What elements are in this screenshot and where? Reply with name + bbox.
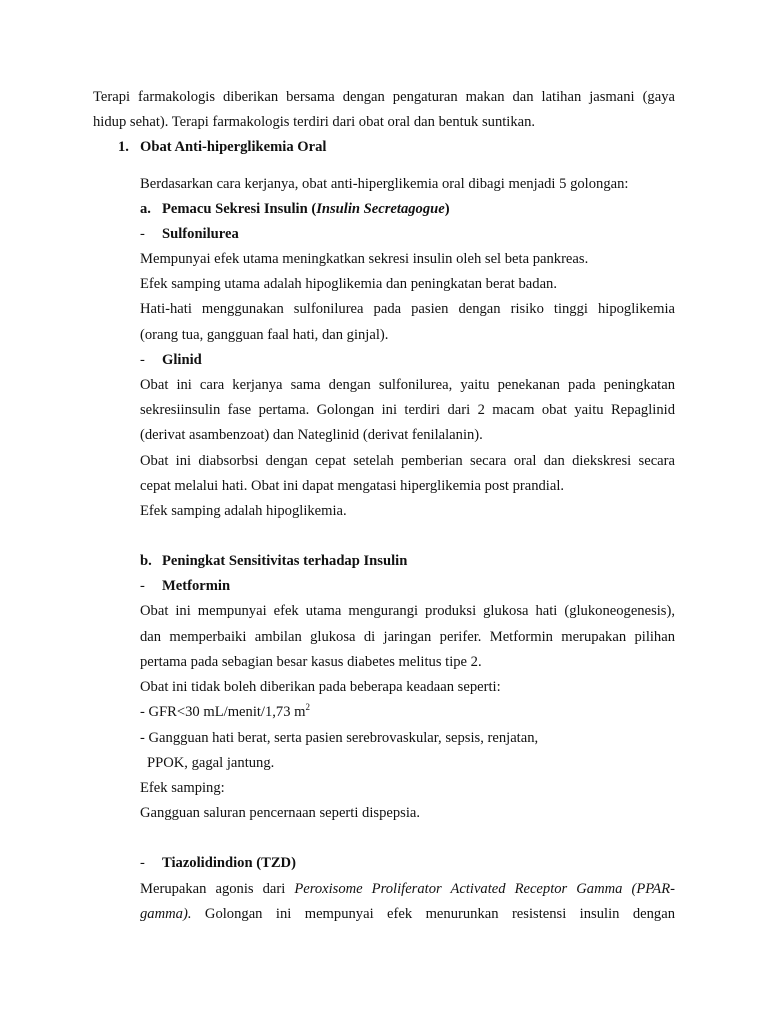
sub-b-letter: b. — [140, 553, 152, 569]
metformin-contraindication-2-line-1: - Gangguan hati berat, serta pasien serebrovaskular, sepsis, renjatan, — [140, 730, 539, 746]
metformin-heading: Metformin — [162, 578, 231, 594]
glinid-p1-line-1: Obat ini cara kerjanya sama dengan sulfonilurea, yaitu penekanan pada peningkatan — [140, 377, 675, 393]
sulfonilurea-p3-line-1: Hati-hati menggunakan sulfonilurea pada pasien dengan risiko tinggi hipoglikemia — [140, 301, 675, 317]
glinid-p1-line-2: sekresiinsulin fase pertama. Golongan ini terdiri dari 2 macam obat yaitu Repaglinid — [140, 402, 675, 418]
glinid-p1-line-3: (derivat asambenzoat) dan Nateglinid (derivat fenilalanin). — [140, 427, 483, 443]
sulfonilurea-heading: Sulfonilurea — [162, 226, 239, 242]
sub-a-letter: a. — [140, 201, 151, 217]
tzd-p1-line-2: gamma). Golongan ini mempunyai efek menurunkan resistensi insulin dengan — [140, 906, 675, 922]
metformin-p1-line-2: dan memperbaiki ambilan glukosa di jaringan perifer. Metformin merupakan pilihan — [140, 629, 675, 645]
sub-b-title: Peningkat Sensitivitas terhadap Insulin — [162, 553, 408, 569]
metformin-side-effect-label: Efek samping: — [140, 780, 225, 796]
glinid-dash: - — [140, 352, 145, 368]
tzd-dash: - — [140, 855, 145, 871]
metformin-p2: Obat ini tidak boleh diberikan pada beberapa keadaan seperti: — [140, 679, 501, 695]
sub-a-title: Pemacu Sekresi Insulin (Insulin Secretagogue) — [162, 201, 450, 217]
glinid-heading: Glinid — [162, 352, 202, 368]
tzd-heading: Tiazolidindion (TZD) — [162, 855, 296, 871]
section-1-number: 1. — [118, 139, 129, 155]
metformin-contraindication-1: - GFR<30 mL/menit/1,73 $m^2$ — [140, 702, 311, 720]
metformin-contraindication-2-line-2: PPOK, gagal jantung. — [147, 755, 275, 771]
sulfonilurea-dash: - — [140, 226, 145, 242]
section-1-intro: Berdasarkan cara kerjanya, obat anti-hiperglikemia oral dibagi menjadi 5 golongan: — [140, 176, 629, 192]
tzd-p1-line-1: Merupakan agonis dari Peroxisome Proliferator Activated Receptor Gamma (PPAR- — [140, 881, 675, 897]
metformin-p1-line-3: pertama pada sebagian besar kasus diabetes melitus tipe 2. — [140, 654, 482, 670]
glinid-p2-line-2: cepat melalui hati. Obat ini dapat mengatasi hiperglikemia post prandial. — [140, 478, 565, 494]
intro-line-1: Terapi farmakologis diberikan bersama dengan pengaturan makan dan latihan jasmani (gaya — [93, 89, 675, 105]
sulfonilurea-p2: Efek samping utama adalah hipoglikemia dan peningkatan berat badan. — [140, 276, 557, 292]
section-1-title: Obat Anti-hiperglikemia Oral — [140, 139, 327, 155]
metformin-side-effect-text: Gangguan saluran pencernaan seperti dispepsia. — [140, 805, 421, 821]
metformin-dash: - — [140, 578, 145, 594]
metformin-p1-line-1: Obat ini mempunyai efek utama mengurangi produksi glukosa hati (glukoneogenesis), — [140, 603, 675, 619]
sulfonilurea-p3-line-2: (orang tua, gangguan faal hati, dan ginjal). — [140, 327, 389, 343]
sulfonilurea-p1: Mempunyai efek utama meningkatkan sekresi insulin oleh sel beta pankreas. — [140, 251, 589, 267]
glinid-p2-line-1: Obat ini diabsorbsi dengan cepat setelah pemberian secara oral dan diekskresi secara — [140, 453, 675, 469]
intro-line-2: hidup sehat). Terapi farmakologis terdiri dari obat oral dan bentuk suntikan. — [93, 114, 536, 130]
glinid-p3: Efek samping adalah hipoglikemia. — [140, 503, 347, 519]
